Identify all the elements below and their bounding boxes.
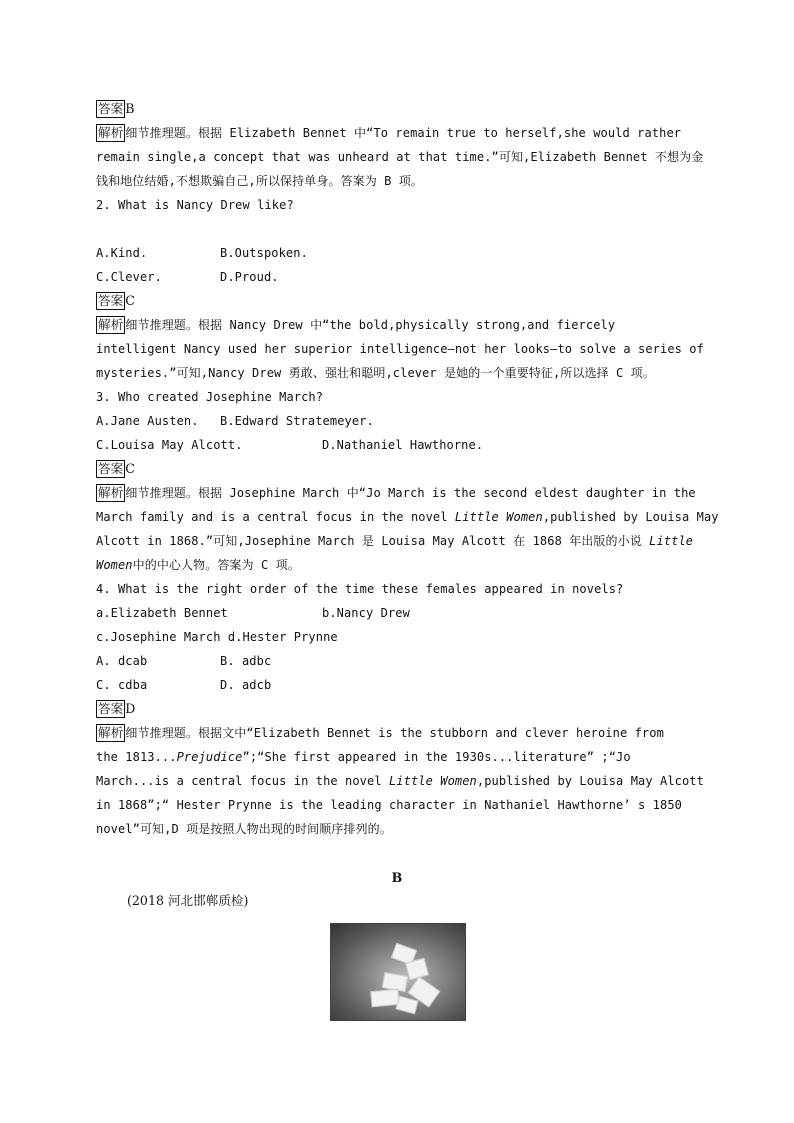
analysis-label: 解析 bbox=[98, 485, 124, 500]
q2-option-c: C.Clever. bbox=[96, 270, 162, 284]
q2-question: 2. What is Nancy Drew like? bbox=[96, 198, 294, 212]
q4-option-a: A. dcab bbox=[96, 654, 148, 668]
q3-analysis-line-2: March family and is a central focus in the novel Little Women,published by Louisa May bbox=[96, 510, 719, 524]
book-title: Little Women bbox=[388, 774, 477, 788]
q4-option-b: B. adbc bbox=[220, 654, 272, 668]
book-title: Little bbox=[649, 534, 694, 548]
q3-answer-line bbox=[96, 457, 696, 481]
q1-analysis-line-3: 钱和地位结婚,不想欺骗自己,所以保持单身。答案为 B 项。 bbox=[96, 174, 424, 188]
tofu-photo-image bbox=[330, 923, 466, 1021]
q2-analysis-line-3: mysteries.”可知,Nancy Drew 勇敢、强壮和聪明,clever 是她的一个重要特征,所以选择 C 项。 bbox=[96, 366, 655, 380]
q3-option-b: B.Edward Stratemeyer. bbox=[220, 414, 374, 428]
q2-analysis-line-1: 解析 细节推理题。根据 Nancy Drew 中“the bold,physically strong,and fiercely bbox=[98, 317, 616, 332]
answer-label: 答案 bbox=[98, 461, 124, 476]
q2-answer-line bbox=[96, 289, 696, 313]
q2-option-b: B.Outspoken. bbox=[220, 246, 308, 260]
book-title: Prejudice bbox=[176, 750, 243, 764]
q4-analysis-line-4: in 1868”;“ Hester Prynne is the leading character in Nathaniel Hawthorne’ s 1850 bbox=[96, 798, 682, 812]
q4-analysis-line-3: March...is a central focus in the novel Little Women,published by Louisa May Alcott bbox=[96, 774, 704, 788]
q3-option-a: A.Jane Austen. bbox=[96, 414, 199, 428]
q3-option-c: C.Louisa May Alcott. bbox=[96, 438, 243, 452]
section-heading: B bbox=[391, 870, 403, 885]
answer-value: B bbox=[125, 101, 135, 116]
q1-analysis-line-2: remain single,a concept that was unheard at that time.”可知,Elizabeth Bennet 不想为金 bbox=[96, 150, 704, 164]
q3-analysis-line-1: 解析 细节推理题。根据 Josephine March 中“Jo March is the second eldest daughter in the bbox=[98, 485, 696, 500]
q1-answer-line bbox=[96, 97, 696, 121]
q4-answer-line bbox=[96, 697, 696, 721]
answer-label: 答案 bbox=[98, 293, 124, 308]
section-source: (2018 河北邯郸质检) bbox=[127, 893, 249, 908]
book-title: Little Women bbox=[454, 510, 543, 524]
q4-option-c: C. cdba bbox=[96, 678, 148, 692]
q4-analysis-line-1: 解析 细节推理题。根据文中“Elizabeth Bennet is the stubborn and clever heroine from bbox=[98, 725, 664, 740]
q4-option-d: D. adcb bbox=[220, 678, 272, 692]
answer-label: 答案 bbox=[98, 701, 124, 716]
book-title: Women bbox=[96, 558, 133, 572]
q1-analysis-line-1: 解析 细节推理题。根据 Elizabeth Bennet 中“To remain true to herself,she would rather bbox=[98, 125, 682, 140]
q3-question: 3. Who created Josephine March? bbox=[96, 390, 324, 404]
answer-label: 答案 bbox=[98, 101, 124, 116]
q3-option-d: D.Nathaniel Hawthorne. bbox=[322, 438, 484, 452]
answer-value: C bbox=[125, 293, 135, 308]
answer-value: D bbox=[125, 701, 136, 716]
q2-option-a: A.Kind. bbox=[96, 246, 148, 260]
q3-analysis-line-4: Women中的中心人物。答案为 C 项。 bbox=[96, 558, 300, 572]
analysis-label: 解析 bbox=[98, 725, 124, 740]
q2-analysis-line-2: intelligent Nancy used her superior intelligence—not her looks—to solve a series of bbox=[96, 342, 704, 356]
q4-item-b: b.Nancy Drew bbox=[322, 606, 410, 620]
q2-option-d: D.Proud. bbox=[220, 270, 279, 284]
analysis-label: 解析 bbox=[98, 317, 124, 332]
q4-question: 4. What is the right order of the time these females appeared in novels? bbox=[96, 582, 624, 596]
q3-analysis-line-3: Alcott in 1868.”可知,Josephine March 是 Louisa May Alcott 在 1868 年出版的小说 Little bbox=[96, 534, 694, 548]
q4-item-a: a.Elizabeth Bennet bbox=[96, 606, 228, 620]
q4-analysis-line-2: the 1813...Prejudice”;“She first appeared in the 1930s...literature” ;“Jo bbox=[96, 750, 631, 764]
q4-item-cd: c.Josephine March d.Hester Prynne bbox=[96, 630, 338, 644]
answer-value: C bbox=[125, 461, 135, 476]
analysis-label: 解析 bbox=[98, 125, 124, 140]
q4-analysis-line-5: novel”可知,D 项是按照人物出现的时间顺序排列的。 bbox=[96, 822, 392, 836]
